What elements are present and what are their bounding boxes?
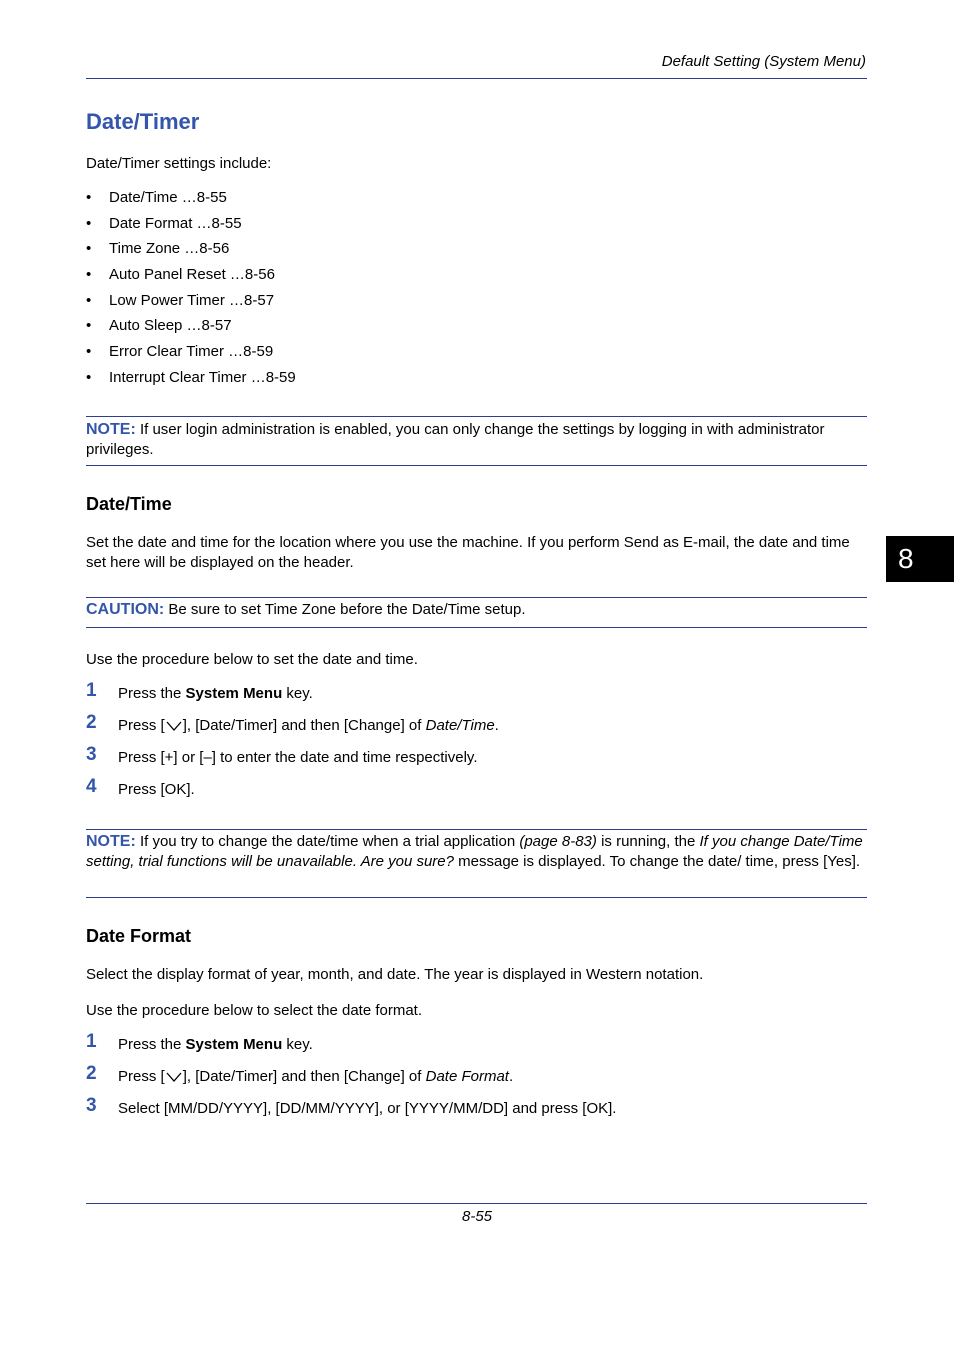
datetime-description: Set the date and time for the location where you use the machine. If you perform Send as E-mail, the date and time set here will be displayed on the header.: [86, 534, 850, 571]
note-rule-top: [86, 416, 867, 417]
bullet: •: [86, 291, 92, 309]
section-title-datetime: Date/Time: [86, 494, 172, 514]
bullet: •: [86, 317, 92, 335]
datetime-procedure: Use the procedure below to set the date and time.: [86, 651, 418, 668]
step-number: 1: [86, 680, 97, 701]
system-menu-key-label: System Menu: [185, 1036, 283, 1053]
note-rule-bottom: [86, 465, 867, 466]
caution-rule-bottom: [86, 627, 867, 628]
bullet: •: [86, 343, 92, 361]
step-number: 3: [86, 744, 97, 765]
list-item: • Date/Time …8-55: [86, 189, 227, 206]
intro-text: Date/Timer settings include:: [86, 155, 272, 172]
list-item: • Auto Panel Reset …8-56: [86, 266, 275, 284]
caution-rule-top: [86, 597, 867, 598]
chevron-down-icon: [165, 720, 183, 732]
dateformat-procedure: Use the procedure below to select the date format.: [86, 1002, 423, 1019]
note-label: NOTE:: [86, 833, 136, 850]
chevron-down-icon: [165, 1071, 183, 1083]
system-menu-key-label: System Menu: [185, 685, 283, 702]
bullet: •: [86, 214, 92, 232]
step-number: 2: [86, 712, 97, 733]
bullet: •: [86, 266, 92, 284]
dateformat-description: Select the display format of year, month, and date. The year is displayed in Western notation.: [86, 966, 704, 983]
list-item: • Low Power Timer …8-57: [86, 291, 275, 309]
note-label: NOTE:: [86, 421, 136, 438]
list-item: • Error Clear Timer …8-59: [86, 343, 274, 361]
bullet: •: [86, 368, 92, 386]
step-number: 4: [86, 776, 97, 797]
bullet: •: [86, 189, 92, 206]
note-trial: NOTE: If you try to change the date/time when a trial application (page 8-83) is running, the If you change Date/Time setting, trial functions will be unavailable. Are you sure? message is displayed. To change the date/ time, press [Yes].: [86, 833, 863, 870]
footer-rule: [86, 1203, 867, 1204]
chapter-tab: 8: [886, 536, 954, 582]
running-header: Default Setting (System Menu): [661, 53, 866, 70]
list-item: • Date Format …8-55: [86, 214, 242, 232]
step-number: 3: [86, 1095, 97, 1116]
list-item: • Time Zone …8-56: [86, 240, 230, 258]
bullet: •: [86, 240, 92, 258]
note-rule-bottom: [86, 897, 867, 898]
page-title: Date/Timer: [86, 109, 200, 134]
note-rule-top: [86, 829, 867, 830]
caution-label: CAUTION:: [86, 601, 165, 618]
step-number: 1: [86, 1031, 97, 1052]
settings-list: [86, 188, 296, 394]
list-item: • Auto Sleep …8-57: [86, 317, 232, 335]
note-admin: NOTE: If user login administration is enabled, you can only change the settings by logging in with administrator privileges.: [86, 421, 825, 458]
list-item: • Interrupt Clear Timer …8-59: [86, 368, 296, 386]
page-number: 8-55: [461, 1208, 493, 1225]
caution-timezone: CAUTION: Be sure to set Time Zone before the Date/Time setup.: [86, 601, 526, 618]
header-rule: [86, 78, 867, 79]
step-number: 2: [86, 1063, 97, 1084]
section-title-date-format: Date Format: [86, 926, 192, 946]
